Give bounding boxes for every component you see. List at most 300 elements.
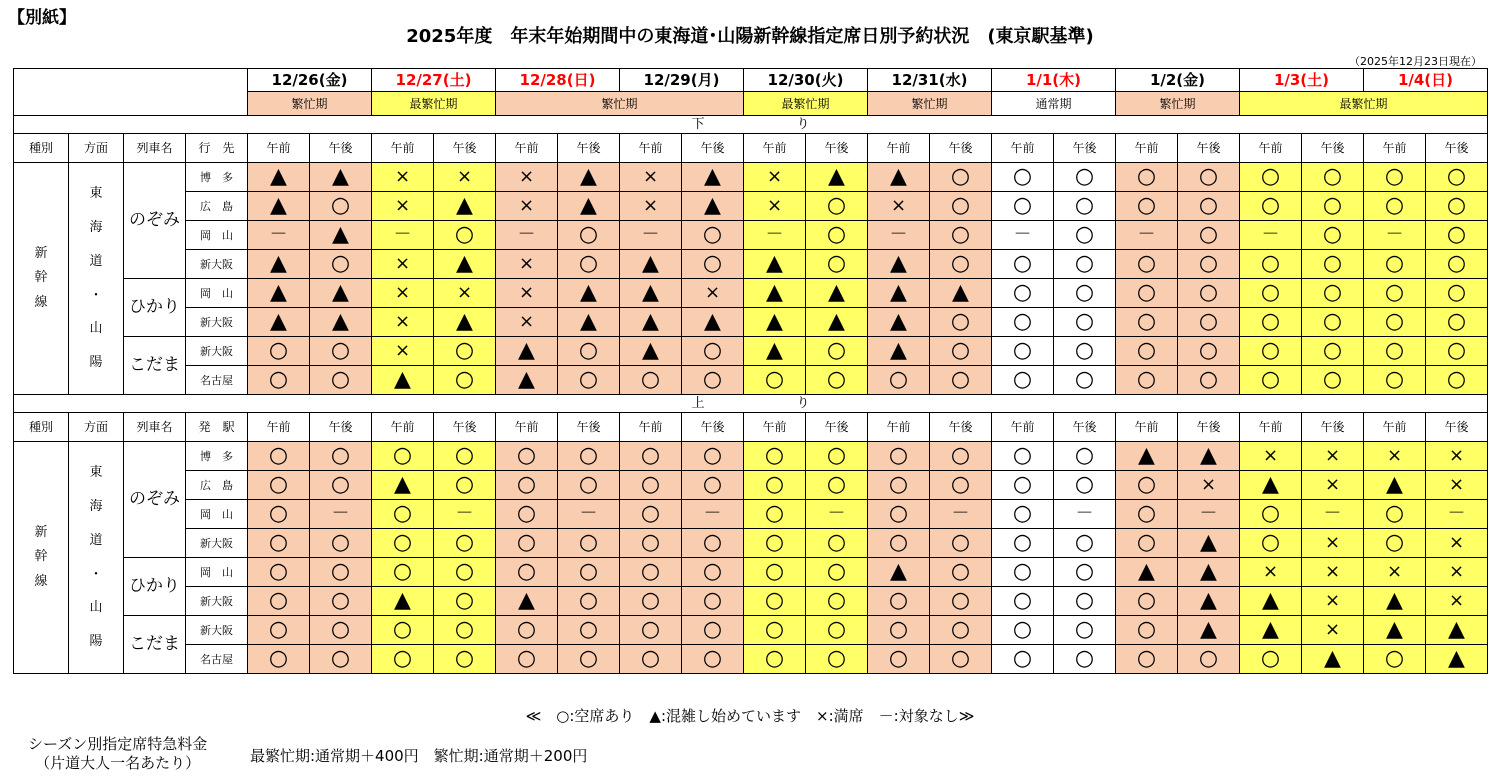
crowded-icon: ▲ xyxy=(1302,645,1364,674)
vertical-char: 山 xyxy=(89,321,103,337)
full-icon: × xyxy=(1426,442,1488,471)
available-icon: ○ xyxy=(310,587,372,616)
available-icon: ○ xyxy=(248,558,310,587)
available-icon: ○ xyxy=(1116,587,1178,616)
available-icon: ○ xyxy=(1178,308,1240,337)
station-name: 岡 山 xyxy=(186,558,248,587)
available-icon: ○ xyxy=(1302,366,1364,395)
available-icon: ○ xyxy=(682,337,744,366)
available-icon: ○ xyxy=(930,163,992,192)
not-applicable-icon: － xyxy=(1054,500,1116,529)
full-icon: × xyxy=(1426,558,1488,587)
full-icon: × xyxy=(372,250,434,279)
pm-header: 午後 xyxy=(434,413,496,442)
not-applicable-icon: － xyxy=(992,221,1054,250)
available-icon: ○ xyxy=(744,587,806,616)
available-icon: ○ xyxy=(1364,500,1426,529)
pm-header: 午後 xyxy=(930,134,992,163)
crowded-icon: ▲ xyxy=(558,163,620,192)
available-icon: ○ xyxy=(310,192,372,221)
available-icon: ○ xyxy=(434,337,496,366)
full-icon: × xyxy=(1240,442,1302,471)
available-icon: ○ xyxy=(1240,163,1302,192)
available-icon: ○ xyxy=(930,366,992,395)
available-icon: ○ xyxy=(620,500,682,529)
available-icon: ○ xyxy=(1426,221,1488,250)
available-icon: ○ xyxy=(682,616,744,645)
season-label: 繁忙期 xyxy=(248,92,372,116)
full-icon: × xyxy=(434,163,496,192)
available-icon: ○ xyxy=(620,616,682,645)
available-icon: ○ xyxy=(1054,616,1116,645)
corner-blank xyxy=(14,69,248,116)
available-icon: ○ xyxy=(806,616,868,645)
full-icon: × xyxy=(496,250,558,279)
crowded-icon: ▲ xyxy=(248,163,310,192)
not-applicable-icon: － xyxy=(930,500,992,529)
available-icon: ○ xyxy=(1240,366,1302,395)
available-icon: ○ xyxy=(1178,192,1240,221)
available-icon: ○ xyxy=(1054,163,1116,192)
vertical-char: 陽 xyxy=(89,355,103,371)
available-icon: ○ xyxy=(992,308,1054,337)
available-icon: ○ xyxy=(1178,221,1240,250)
available-icon: ○ xyxy=(992,366,1054,395)
available-icon: ○ xyxy=(1302,308,1364,337)
available-icon: ○ xyxy=(434,442,496,471)
not-applicable-icon: － xyxy=(806,500,868,529)
available-icon: ○ xyxy=(1116,616,1178,645)
vertical-char: 陽 xyxy=(89,634,103,650)
available-icon: ○ xyxy=(1364,308,1426,337)
crowded-icon: ▲ xyxy=(372,366,434,395)
crowded-icon: ▲ xyxy=(372,587,434,616)
crowded-icon: ▲ xyxy=(1178,558,1240,587)
available-icon: ○ xyxy=(1054,471,1116,500)
type-cell xyxy=(14,163,69,395)
date-header: 12/28(日) xyxy=(496,69,620,92)
pm-header: 午後 xyxy=(1302,134,1364,163)
am-header: 午前 xyxy=(1240,413,1302,442)
available-icon: ○ xyxy=(434,558,496,587)
fee-label xyxy=(28,735,207,773)
available-icon: ○ xyxy=(496,558,558,587)
available-icon: ○ xyxy=(310,529,372,558)
available-icon: ○ xyxy=(992,279,1054,308)
available-icon: ○ xyxy=(806,192,868,221)
full-icon: × xyxy=(744,163,806,192)
not-applicable-icon: － xyxy=(434,500,496,529)
available-icon: ○ xyxy=(1054,308,1116,337)
available-icon: ○ xyxy=(1116,163,1178,192)
available-icon: ○ xyxy=(1302,192,1364,221)
pm-header: 午後 xyxy=(806,413,868,442)
crowded-icon: ▲ xyxy=(1240,587,1302,616)
available-icon: ○ xyxy=(992,471,1054,500)
available-icon: ○ xyxy=(620,529,682,558)
available-icon: ○ xyxy=(930,558,992,587)
full-icon: × xyxy=(1426,471,1488,500)
crowded-icon: ▲ xyxy=(1116,442,1178,471)
crowded-icon: ▲ xyxy=(744,279,806,308)
station-name: 新大阪 xyxy=(186,587,248,616)
season-label: 繁忙期 xyxy=(868,92,992,116)
full-icon: × xyxy=(1302,616,1364,645)
full-icon: × xyxy=(372,163,434,192)
available-icon: ○ xyxy=(806,645,868,674)
pm-header: 午後 xyxy=(558,413,620,442)
crowded-icon: ▲ xyxy=(868,163,930,192)
crowded-icon: ▲ xyxy=(496,587,558,616)
available-icon: ○ xyxy=(1054,250,1116,279)
season-label: 繁忙期 xyxy=(496,92,744,116)
available-icon: ○ xyxy=(806,366,868,395)
available-icon: ○ xyxy=(1426,337,1488,366)
full-icon: × xyxy=(496,192,558,221)
type-header: 種別 xyxy=(14,134,69,163)
crowded-icon: ▲ xyxy=(310,279,372,308)
available-icon: ○ xyxy=(620,587,682,616)
available-icon: ○ xyxy=(1178,279,1240,308)
available-icon: ○ xyxy=(1364,529,1426,558)
crowded-icon: ▲ xyxy=(682,163,744,192)
type-header: 種別 xyxy=(14,413,69,442)
available-icon: ○ xyxy=(930,587,992,616)
available-icon: ○ xyxy=(1426,250,1488,279)
not-applicable-icon: － xyxy=(744,221,806,250)
available-icon: ○ xyxy=(930,192,992,221)
available-icon: ○ xyxy=(620,645,682,674)
crowded-icon: ▲ xyxy=(620,279,682,308)
available-icon: ○ xyxy=(434,221,496,250)
full-icon: × xyxy=(496,308,558,337)
am-header: 午前 xyxy=(1364,134,1426,163)
available-icon: ○ xyxy=(1116,500,1178,529)
available-icon: ○ xyxy=(930,529,992,558)
not-applicable-icon: － xyxy=(248,221,310,250)
available-icon: ○ xyxy=(744,616,806,645)
full-icon: × xyxy=(1302,587,1364,616)
full-icon: × xyxy=(496,279,558,308)
available-icon: ○ xyxy=(744,529,806,558)
not-applicable-icon: － xyxy=(868,221,930,250)
direction-band-label: 上り xyxy=(691,396,810,411)
available-icon: ○ xyxy=(372,442,434,471)
full-icon: × xyxy=(1302,529,1364,558)
pm-header: 午後 xyxy=(1302,413,1364,442)
available-icon: ○ xyxy=(992,558,1054,587)
not-applicable-icon: － xyxy=(1116,221,1178,250)
available-icon: ○ xyxy=(558,250,620,279)
available-icon: ○ xyxy=(992,529,1054,558)
available-icon: ○ xyxy=(1364,279,1426,308)
available-icon: ○ xyxy=(248,442,310,471)
crowded-icon: ▲ xyxy=(496,337,558,366)
available-icon: ○ xyxy=(682,645,744,674)
direction-cell xyxy=(69,442,124,674)
not-applicable-icon: － xyxy=(1178,500,1240,529)
crowded-icon: ▲ xyxy=(248,192,310,221)
available-icon: ○ xyxy=(1054,529,1116,558)
train-name: こだま xyxy=(124,616,186,674)
available-icon: ○ xyxy=(992,337,1054,366)
available-icon: ○ xyxy=(1116,529,1178,558)
available-icon: ○ xyxy=(682,366,744,395)
available-icon: ○ xyxy=(620,442,682,471)
full-icon: × xyxy=(620,192,682,221)
am-header: 午前 xyxy=(1116,413,1178,442)
vertical-char: 東 xyxy=(89,186,103,202)
crowded-icon: ▲ xyxy=(744,250,806,279)
crowded-icon: ▲ xyxy=(310,308,372,337)
available-icon: ○ xyxy=(310,442,372,471)
not-applicable-icon: － xyxy=(310,500,372,529)
available-icon: ○ xyxy=(868,471,930,500)
available-icon: ○ xyxy=(372,558,434,587)
pm-header: 午後 xyxy=(1054,413,1116,442)
available-icon: ○ xyxy=(806,529,868,558)
vertical-char: 道 xyxy=(89,532,103,548)
available-icon: ○ xyxy=(620,366,682,395)
page-title: 2025年度 年末年始期間中の東海道･山陽新幹線指定席日別予約状況 (東京駅基準) xyxy=(406,26,1094,47)
pm-header: 午後 xyxy=(434,134,496,163)
am-header: 午前 xyxy=(248,134,310,163)
available-icon: ○ xyxy=(682,558,744,587)
available-icon: ○ xyxy=(1054,558,1116,587)
am-header: 午前 xyxy=(1240,134,1302,163)
pm-header: 午後 xyxy=(310,413,372,442)
am-header: 午前 xyxy=(744,134,806,163)
available-icon: ○ xyxy=(434,366,496,395)
am-header: 午前 xyxy=(620,134,682,163)
am-header: 午前 xyxy=(992,134,1054,163)
available-icon: ○ xyxy=(992,192,1054,221)
station-name: 岡 山 xyxy=(186,500,248,529)
vertical-char: 新 xyxy=(34,525,48,541)
full-icon: × xyxy=(1364,442,1426,471)
am-header: 午前 xyxy=(992,413,1054,442)
available-icon: ○ xyxy=(1426,279,1488,308)
crowded-icon: ▲ xyxy=(1364,587,1426,616)
station-name: 名古屋 xyxy=(186,645,248,674)
crowded-icon: ▲ xyxy=(1426,616,1488,645)
crowded-icon: ▲ xyxy=(434,308,496,337)
vertical-char: 山 xyxy=(89,600,103,616)
available-icon: ○ xyxy=(248,529,310,558)
full-icon: × xyxy=(372,279,434,308)
vertical-char: 線 xyxy=(34,294,48,310)
crowded-icon: ▲ xyxy=(310,221,372,250)
available-icon: ○ xyxy=(930,337,992,366)
available-icon: ○ xyxy=(1116,279,1178,308)
available-icon: ○ xyxy=(682,221,744,250)
available-icon: ○ xyxy=(620,558,682,587)
am-header: 午前 xyxy=(620,413,682,442)
available-icon: ○ xyxy=(372,616,434,645)
available-icon: ○ xyxy=(1426,192,1488,221)
crowded-icon: ▲ xyxy=(744,308,806,337)
available-icon: ○ xyxy=(744,471,806,500)
crowded-icon: ▲ xyxy=(434,250,496,279)
available-icon: ○ xyxy=(434,471,496,500)
pm-header: 午後 xyxy=(558,134,620,163)
available-icon: ○ xyxy=(806,250,868,279)
vertical-char: 新 xyxy=(34,246,48,262)
vertical-char: 海 xyxy=(89,498,103,514)
crowded-icon: ▲ xyxy=(806,163,868,192)
as-of-date: （2025年12月23日現在） xyxy=(1349,55,1482,68)
available-icon: ○ xyxy=(496,616,558,645)
pm-header: 午後 xyxy=(1178,413,1240,442)
available-icon: ○ xyxy=(868,366,930,395)
full-icon: × xyxy=(1426,587,1488,616)
crowded-icon: ▲ xyxy=(806,279,868,308)
available-icon: ○ xyxy=(744,558,806,587)
type-cell xyxy=(14,442,69,674)
station-name: 博 多 xyxy=(186,163,248,192)
season-label: 最繁忙期 xyxy=(744,92,868,116)
available-icon: ○ xyxy=(1240,250,1302,279)
available-icon: ○ xyxy=(806,337,868,366)
available-icon: ○ xyxy=(310,645,372,674)
full-icon: × xyxy=(372,308,434,337)
available-icon: ○ xyxy=(558,366,620,395)
crowded-icon: ▲ xyxy=(682,308,744,337)
am-header: 午前 xyxy=(1116,134,1178,163)
available-icon: ○ xyxy=(558,587,620,616)
not-applicable-icon: － xyxy=(1302,500,1364,529)
available-icon: ○ xyxy=(248,366,310,395)
station-name: 岡 山 xyxy=(186,221,248,250)
am-header: 午前 xyxy=(372,413,434,442)
crowded-icon: ▲ xyxy=(682,192,744,221)
full-icon: × xyxy=(1302,442,1364,471)
crowded-icon: ▲ xyxy=(744,337,806,366)
pm-header: 午後 xyxy=(682,413,744,442)
date-header: 1/2(金) xyxy=(1116,69,1240,92)
available-icon: ○ xyxy=(1364,337,1426,366)
available-icon: ○ xyxy=(1302,221,1364,250)
season-label: 繁忙期 xyxy=(1116,92,1240,116)
available-icon: ○ xyxy=(930,308,992,337)
crowded-icon: ▲ xyxy=(1178,529,1240,558)
available-icon: ○ xyxy=(310,471,372,500)
available-icon: ○ xyxy=(868,645,930,674)
available-icon: ○ xyxy=(310,337,372,366)
available-icon: ○ xyxy=(434,616,496,645)
full-icon: × xyxy=(1302,471,1364,500)
not-applicable-icon: － xyxy=(496,221,558,250)
full-icon: × xyxy=(1240,558,1302,587)
crowded-icon: ▲ xyxy=(868,308,930,337)
available-icon: ○ xyxy=(434,645,496,674)
date-header: 12/29(月) xyxy=(620,69,744,92)
available-icon: ○ xyxy=(744,366,806,395)
crowded-icon: ▲ xyxy=(930,279,992,308)
available-icon: ○ xyxy=(1054,645,1116,674)
vertical-char: 東 xyxy=(89,465,103,481)
pm-header: 午後 xyxy=(682,134,744,163)
crowded-icon: ▲ xyxy=(1178,442,1240,471)
available-icon: ○ xyxy=(930,221,992,250)
available-icon: ○ xyxy=(1240,279,1302,308)
available-icon: ○ xyxy=(434,587,496,616)
crowded-icon: ▲ xyxy=(868,337,930,366)
available-icon: ○ xyxy=(806,587,868,616)
crowded-icon: ▲ xyxy=(806,308,868,337)
date-header: 1/4(日) xyxy=(1364,69,1488,92)
crowded-icon: ▲ xyxy=(496,366,558,395)
train-name: ひかり xyxy=(124,558,186,616)
am-header: 午前 xyxy=(372,134,434,163)
crowded-icon: ▲ xyxy=(1364,471,1426,500)
available-icon: ○ xyxy=(682,529,744,558)
station-name: 博 多 xyxy=(186,442,248,471)
crowded-icon: ▲ xyxy=(868,279,930,308)
train-header: 列車名 xyxy=(124,134,186,163)
vertical-char: 道 xyxy=(89,253,103,269)
direction-cell xyxy=(69,163,124,395)
full-icon: × xyxy=(868,192,930,221)
station-name: 広 島 xyxy=(186,192,248,221)
available-icon: ○ xyxy=(1240,337,1302,366)
available-icon: ○ xyxy=(558,616,620,645)
reservation-table xyxy=(13,68,1488,674)
date-header: 1/1(木) xyxy=(992,69,1116,92)
available-icon: ○ xyxy=(1178,645,1240,674)
available-icon: ○ xyxy=(558,337,620,366)
available-icon: ○ xyxy=(1054,337,1116,366)
train-header: 列車名 xyxy=(124,413,186,442)
crowded-icon: ▲ xyxy=(248,279,310,308)
full-icon: × xyxy=(1364,558,1426,587)
crowded-icon: ▲ xyxy=(248,308,310,337)
am-header: 午前 xyxy=(496,413,558,442)
train-name: のぞみ xyxy=(124,163,186,279)
fee-text: 最繁忙期:通常期＋400円 繁忙期:通常期＋200円 xyxy=(250,747,588,765)
available-icon: ○ xyxy=(1240,308,1302,337)
full-icon: × xyxy=(372,192,434,221)
full-icon: × xyxy=(1426,529,1488,558)
available-icon: ○ xyxy=(992,587,1054,616)
direction-band xyxy=(14,395,1488,413)
not-applicable-icon: － xyxy=(1240,221,1302,250)
station-name: 新大阪 xyxy=(186,250,248,279)
train-name: のぞみ xyxy=(124,442,186,558)
am-header: 午前 xyxy=(868,413,930,442)
station-header: 発 駅 xyxy=(186,413,248,442)
available-icon: ○ xyxy=(1426,308,1488,337)
pm-header: 午後 xyxy=(1426,413,1488,442)
annex-label: 【別紙】 xyxy=(8,8,76,28)
available-icon: ○ xyxy=(1426,163,1488,192)
crowded-icon: ▲ xyxy=(620,308,682,337)
available-icon: ○ xyxy=(1364,163,1426,192)
available-icon: ○ xyxy=(1116,366,1178,395)
crowded-icon: ▲ xyxy=(1364,616,1426,645)
available-icon: ○ xyxy=(744,500,806,529)
crowded-icon: ▲ xyxy=(1178,587,1240,616)
available-icon: ○ xyxy=(1302,279,1364,308)
direction-header: 方面 xyxy=(69,413,124,442)
not-applicable-icon: － xyxy=(682,500,744,529)
available-icon: ○ xyxy=(248,616,310,645)
train-name: ひかり xyxy=(124,279,186,337)
crowded-icon: ▲ xyxy=(1178,616,1240,645)
available-icon: ○ xyxy=(310,616,372,645)
available-icon: ○ xyxy=(310,366,372,395)
vertical-char: 海 xyxy=(89,219,103,235)
